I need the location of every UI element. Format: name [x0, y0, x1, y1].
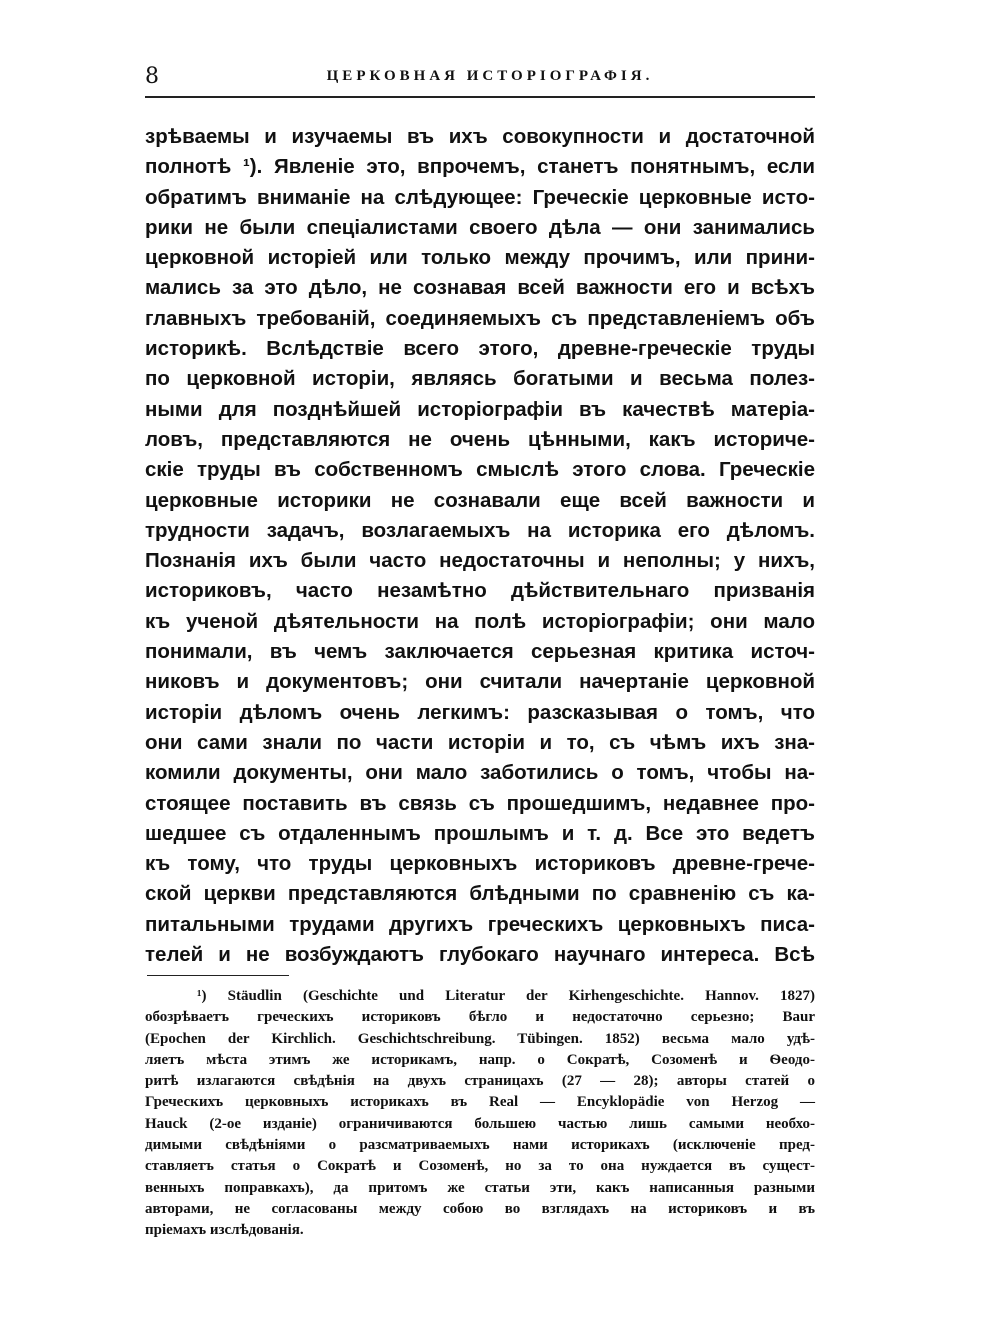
text-line: понимали, въ чемъ заключается серьезная критика источ- — [145, 640, 815, 664]
text-line: исторіи дѣломъ очень легкимъ: разсказывая о томъ, что — [145, 700, 815, 724]
text-line: къ ученой дѣятельности на полѣ исторіографіи; они мало — [145, 609, 815, 633]
text-line: ловъ, представляются не очень цѣнными, какъ историче- — [145, 427, 815, 451]
text-line: комили документы, они мало заботились о томъ, чтобы на- — [145, 761, 815, 785]
text-line: мались за это дѣло, не сознавая всей важности его и всѣхъ — [145, 276, 815, 300]
footnote-line: Греческихъ церковныхъ историкахъ въ Real — Encyklopädie von Herzog — — [145, 1094, 815, 1111]
text-line: историкѣ. Вслѣдствіе всего этого, древне-греческіе труды — [145, 337, 815, 361]
footnote-line: ритѣ излагаются свѣдѣнія на двухъ страницахъ (27 — 28); авторы статей о — [145, 1073, 815, 1090]
text-line: Познанія ихъ были часто недостаточны и неполны; у нихъ, — [145, 549, 815, 573]
text-line: ской церкви представляются блѣдными по сравненію съ ка- — [145, 882, 815, 906]
text-line: историковъ, часто незамѣтно дѣйствительнаго призванія — [145, 579, 815, 603]
text-line: питальными трудами другихъ греческихъ церковныхъ писа- — [145, 912, 815, 936]
text-line: стоящее поставить въ связь съ прошедшимъ, недавнее про- — [145, 791, 815, 815]
footnote-line: обозрѣваетъ греческихъ историковъ бѣгло и недостаточно серьезно; Baur — [145, 1009, 815, 1026]
text-line: ными для позднѣйшей исторіографіи въ качествѣ матеріа- — [145, 397, 815, 421]
text-line: главныхъ требованій, соединяемыхъ съ представленіемъ объ — [145, 306, 815, 330]
text-line: шедшее съ отдаленнымъ прошлымъ и т. д. Все это ведетъ — [145, 821, 815, 845]
footnote — [145, 986, 815, 1242]
footnote-line: ставляетъ статья о Сократѣ и Созоменѣ, но за то она нуждается въ сущест- — [145, 1158, 815, 1175]
footnote-line: пріемахъ изслѣдованія. — [145, 1222, 304, 1239]
footnote-line: авторами, не согласованы между собою во взглядахъ на историковъ и въ — [145, 1200, 815, 1217]
text-line: они сами знали по части исторіи и то, съ чѣмъ ихъ зна- — [145, 730, 815, 754]
text-line: полнотѣ ¹). Явленіе это, впрочемъ, станетъ понятнымъ, если — [145, 155, 815, 179]
text-line: къ тому, что труды церковныхъ историковъ древне-грече- — [145, 852, 815, 876]
text-line: скіе труды въ собственномъ смыслѣ этого слова. Греческіе — [145, 458, 815, 482]
text-line: обратимъ вниманіе на слѣдующее: Греческіе церковные исто- — [145, 185, 815, 209]
running-title: ЦЕРКОВНАЯ ИСТОРІОГРАФІЯ. — [326, 68, 654, 84]
footnote-line: ¹) Stäudlin (Geschichte und Literatur der Kirhengeschichte. Hannov. 1827) — [197, 988, 815, 1004]
text-line: по церковной исторіи, являясь богатыми и весьма полез- — [145, 367, 815, 391]
footnote-line: Hauck (2-ое изданіе) ограничиваются большею частью лишь самыми необхо- — [145, 1115, 815, 1132]
text-line: церковные историки не сознавали еще всей важности и — [145, 488, 815, 512]
text-line: церковной исторіей или только между прочимъ, или прини- — [145, 246, 815, 270]
footnote-line: (Epochen der Kirchlich. Geschichtschreibung. Tübingen. 1852) весьма мало удѣ- — [145, 1030, 815, 1047]
text-line: рики не были спеціалистами своего дѣла — они занимались — [145, 215, 815, 239]
footnote-line: ляетъ мѣста этимъ же историкамъ, напр. о Сократѣ, Созоменѣ и Ѳеодо- — [145, 1051, 815, 1068]
page-number: 8 — [145, 64, 159, 89]
text-line: телей и не возбуждаютъ глубокаго научнаго интереса. Всѣ — [145, 943, 815, 967]
text-line: зрѣваемы и изучаемы въ ихъ совокупности и достаточной — [145, 125, 815, 148]
footnote-line: димыми свѣдѣніями о разсматриваемыхъ нами историкахъ (исключеніе пред- — [145, 1137, 815, 1154]
text-line: трудности задачъ, возлагаемыхъ на историка его дѣломъ. — [145, 518, 815, 542]
main-text — [145, 122, 815, 970]
running-header — [145, 62, 815, 98]
footnote-rule — [147, 975, 289, 976]
footnote-line: венныхъ поправкахъ), да притомъ же статьи эти, какъ написанныя разными — [145, 1179, 815, 1196]
text-line: никовъ и документовъ; они считали начертаніе церковной — [145, 670, 815, 694]
